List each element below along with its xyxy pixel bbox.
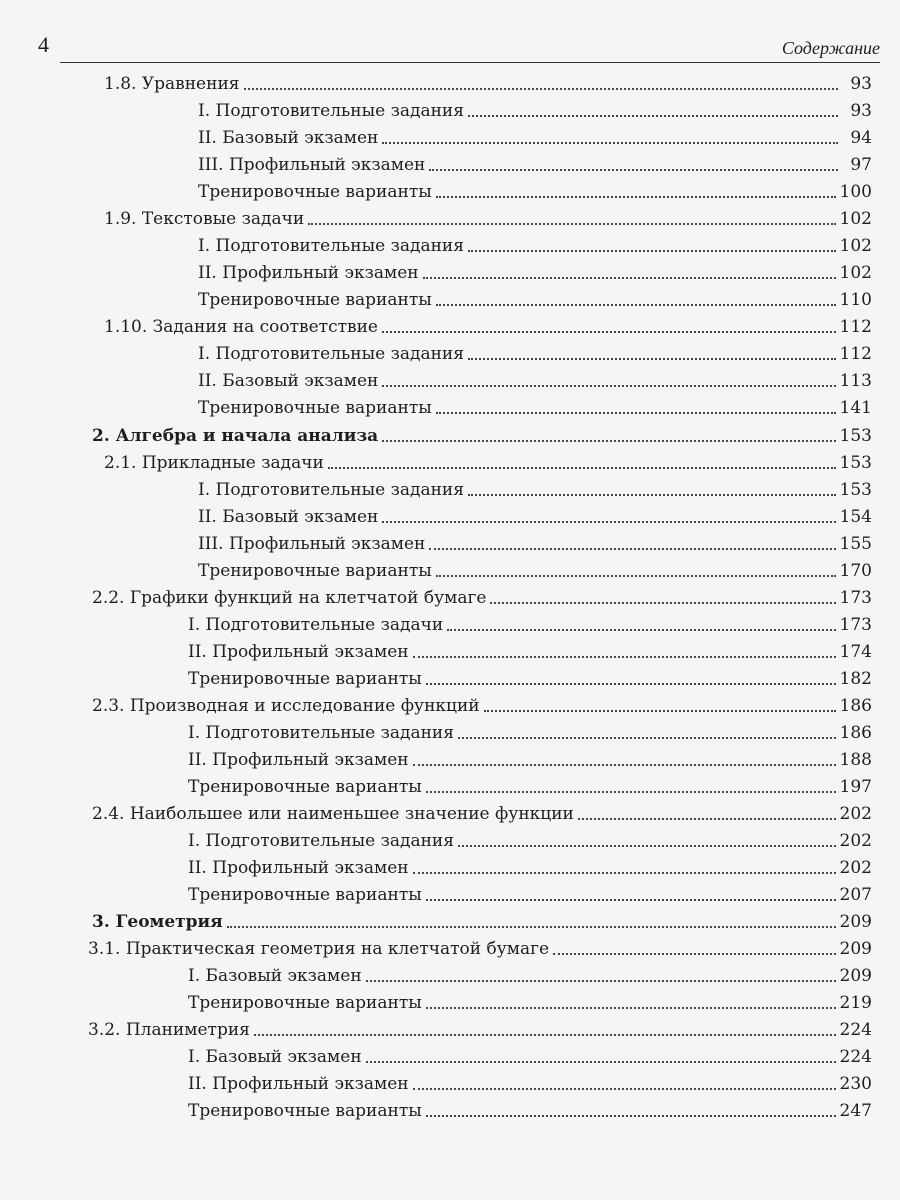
toc-entry-section (0, 205, 872, 229)
dot-leader (468, 115, 838, 117)
toc-entry-page: 93 (850, 74, 872, 94)
dot-leader (578, 818, 836, 820)
toc-entry-subsection (0, 367, 872, 391)
toc-entry-page: 110 (839, 290, 872, 310)
running-title: Содержание (781, 38, 880, 58)
toc-entry-subsection (0, 503, 872, 527)
toc-entry-label: II. Базовый экзамен (198, 371, 379, 391)
dot-leader (436, 196, 836, 198)
toc-entry-page: 197 (839, 777, 872, 797)
dot-leader (413, 872, 836, 874)
toc-entry-section (0, 800, 872, 824)
toc-entry-subsection (0, 611, 872, 635)
toc-entry-label: 1.8. Уравнения (104, 74, 240, 94)
dot-leader (553, 953, 835, 955)
toc-entry-page: 113 (839, 371, 872, 391)
toc-entry-subsection (0, 719, 872, 743)
toc-entry-section (0, 935, 872, 959)
toc-entry-label: 2.4. Наибольшее или наименьшее значение функции (92, 804, 574, 824)
toc-entry-subsection (0, 989, 872, 1013)
toc-entry-page: 153 (839, 426, 872, 446)
toc-entry-page: 230 (839, 1074, 872, 1094)
toc-entry-subsection (0, 232, 872, 256)
toc-entry-page: 102 (839, 209, 872, 229)
toc-entry-subsection (0, 827, 872, 851)
toc-entry-label: Тренировочные варианты (188, 777, 422, 797)
toc-entry-subsection (0, 530, 872, 554)
toc-entry-subsection (0, 340, 872, 364)
toc-entry-page: 247 (839, 1101, 872, 1121)
dot-leader (366, 980, 836, 982)
toc-entry-subsection (0, 124, 872, 148)
dot-leader (328, 467, 836, 469)
toc-entry-page: 112 (839, 344, 872, 364)
dot-leader (382, 385, 835, 387)
dot-leader (382, 440, 835, 442)
dot-leader (413, 764, 836, 766)
dot-leader (308, 223, 835, 225)
toc-entry-label: 3. Геометрия (92, 912, 223, 932)
toc-entry-subsection (0, 1070, 872, 1094)
toc-entry-label: 1.9. Текстовые задачи (104, 209, 305, 229)
toc-entry-label: I. Подготовительные задачи (188, 615, 444, 635)
toc-entry-subsection (0, 638, 872, 662)
toc-entry-section (0, 313, 872, 337)
toc-entry-page: 102 (839, 236, 872, 256)
toc-entry-page: 153 (839, 480, 872, 500)
toc-entry-subsection (0, 178, 872, 202)
toc-entry-label: Тренировочные варианты (188, 993, 422, 1013)
toc-entry-page: 209 (839, 939, 872, 959)
dot-leader (382, 331, 836, 333)
toc-entry-label: Тренировочные варианты (188, 1101, 422, 1121)
toc-entry-label: Тренировочные варианты (198, 290, 432, 310)
dot-leader (426, 1115, 836, 1117)
dot-leader (458, 737, 836, 739)
dot-leader (490, 602, 835, 604)
toc-entry-subsection (0, 394, 872, 418)
toc-entry-page: 173 (839, 615, 872, 635)
toc-entry-chapter (0, 422, 872, 446)
toc-entry-page: 102 (839, 263, 872, 283)
toc-entry-page: 186 (839, 696, 872, 716)
toc-entry-page: 182 (839, 669, 872, 689)
toc-entry-page: 209 (839, 912, 872, 932)
dot-leader (244, 88, 839, 90)
dot-leader (426, 791, 836, 793)
toc-entry-label: II. Базовый экзамен (198, 507, 379, 527)
toc-entry-chapter (0, 908, 872, 932)
toc-entry-label: III. Профильный экзамен (198, 155, 426, 175)
toc-entry-page: 209 (839, 966, 872, 986)
dot-leader (426, 1007, 836, 1009)
dot-leader (227, 926, 836, 928)
toc-entry-label: II. Профильный экзамен (188, 642, 409, 662)
toc-entry-page: 202 (839, 858, 872, 878)
toc-entry-label: I. Подготовительные задания (198, 101, 464, 121)
toc-entry-label: Тренировочные варианты (198, 182, 432, 202)
toc-entry-section (0, 1016, 872, 1040)
toc-entry-subsection (0, 854, 872, 878)
toc-entry-page: 155 (839, 534, 872, 554)
toc-entry-page: 224 (839, 1047, 872, 1067)
toc-entry-subsection (0, 1043, 872, 1067)
dot-leader (429, 548, 835, 550)
toc-entry-page: 224 (839, 1020, 872, 1040)
toc-entry-label: II. Профильный экзамен (188, 1074, 409, 1094)
dot-leader (436, 304, 836, 306)
toc-entry-label: Тренировочные варианты (188, 885, 422, 905)
toc-entry-page: 170 (839, 561, 872, 581)
toc-entry-page: 94 (850, 128, 872, 148)
toc-entry-label: 2.1. Прикладные задачи (104, 453, 324, 473)
toc-entry-page: 202 (839, 804, 872, 824)
toc-entry-subsection (0, 881, 872, 905)
dot-leader (468, 358, 836, 360)
toc-entry-section (0, 692, 872, 716)
toc-entry-label: II. Профильный экзамен (188, 750, 409, 770)
toc-entry-page: 188 (839, 750, 872, 770)
toc-entry-section (0, 70, 872, 94)
dot-leader (458, 845, 836, 847)
dot-leader (426, 899, 836, 901)
dot-leader (436, 575, 836, 577)
toc-entry-subsection (0, 557, 872, 581)
toc-entry-label: I. Подготовительные задания (198, 480, 464, 500)
toc-entry-page: 112 (839, 317, 872, 337)
toc-entry-label: 2. Алгебра и начала анализа (92, 426, 379, 446)
toc-entry-page: 186 (839, 723, 872, 743)
toc-entry-label: Тренировочные варианты (198, 561, 432, 581)
toc-entry-label: II. Профильный экзамен (188, 858, 409, 878)
toc-entry-label: I. Базовый экзамен (188, 966, 362, 986)
toc-entry-label: 2.2. Графики функций на клетчатой бумаге (92, 588, 487, 608)
toc-entry-page: 219 (839, 993, 872, 1013)
dot-leader (366, 1061, 836, 1063)
page-number: 4 (38, 32, 49, 57)
toc-entry-page: 100 (839, 182, 872, 202)
dot-leader (447, 629, 835, 631)
dot-leader (426, 683, 836, 685)
toc-entry-page: 207 (839, 885, 872, 905)
toc-entry-label: Тренировочные варианты (188, 669, 422, 689)
dot-leader (429, 169, 838, 171)
dot-leader (382, 521, 835, 523)
toc-entry-subsection (0, 286, 872, 310)
toc-entry-label: I. Подготовительные задания (188, 831, 454, 851)
toc-entry-page: 173 (839, 588, 872, 608)
toc-entry-page: 153 (839, 453, 872, 473)
dot-leader (413, 1088, 836, 1090)
toc-entry-label: I. Подготовительные задания (188, 723, 454, 743)
page-header (38, 28, 880, 60)
toc-entry-subsection (0, 151, 872, 175)
toc-entry-page: 174 (839, 642, 872, 662)
toc-entry-subsection (0, 97, 872, 121)
toc-entry-label: II. Базовый экзамен (198, 128, 379, 148)
dot-leader (468, 494, 836, 496)
toc-entry-subsection (0, 665, 872, 689)
toc-entry-page: 141 (839, 398, 872, 418)
dot-leader (436, 412, 836, 414)
toc-entry-label: I. Подготовительные задания (198, 344, 464, 364)
toc-entry-subsection (0, 773, 872, 797)
toc-entry-label: II. Профильный экзамен (198, 263, 419, 283)
toc-entry-subsection (0, 746, 872, 770)
toc-entry-section (0, 449, 872, 473)
toc-entry-page: 154 (839, 507, 872, 527)
toc-entry-page: 97 (850, 155, 872, 175)
dot-leader (254, 1034, 836, 1036)
toc-entry-label: 2.3. Производная и исследование функций (92, 696, 480, 716)
toc-entry-subsection (0, 962, 872, 986)
toc-entry-label: 1.10. Задания на соответствие (104, 317, 378, 337)
dot-leader (413, 656, 836, 658)
toc-entry-subsection (0, 1097, 872, 1121)
toc-entry-subsection (0, 259, 872, 283)
toc-entry-page: 93 (850, 101, 872, 121)
toc-entry-label: 3.1. Практическая геометрия на клетчатой бумаге (88, 939, 550, 959)
dot-leader (468, 250, 836, 252)
toc-entry-label: I. Подготовительные задания (198, 236, 464, 256)
dot-leader (382, 142, 838, 144)
toc-entry-label: Тренировочные варианты (198, 398, 432, 418)
toc-entry-label: I. Базовый экзамен (188, 1047, 362, 1067)
toc-entry-subsection (0, 476, 872, 500)
header-rule (60, 62, 880, 63)
toc-entry-label: 3.2. Планиметрия (88, 1020, 250, 1040)
toc-entry-page: 202 (839, 831, 872, 851)
toc-entry-section (0, 584, 872, 608)
dot-leader (484, 710, 836, 712)
dot-leader (423, 277, 836, 279)
toc-entry-label: III. Профильный экзамен (198, 534, 426, 554)
